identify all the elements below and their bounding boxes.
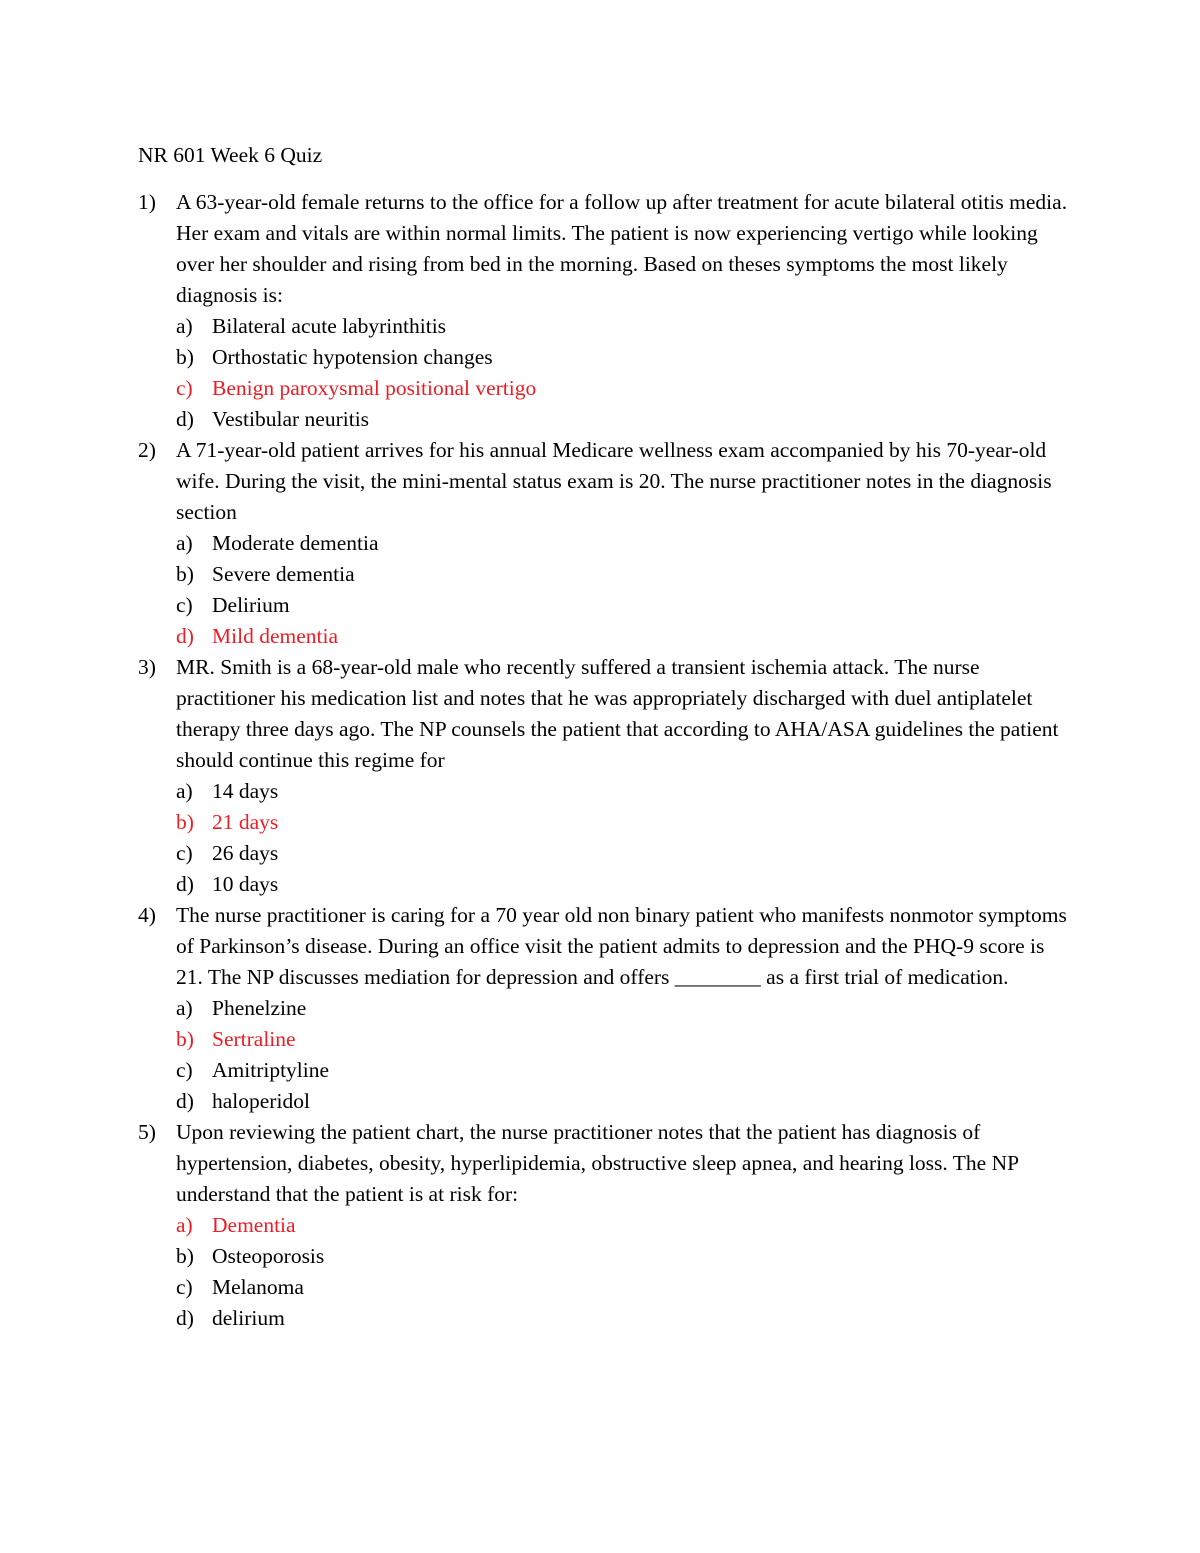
question-5	[138, 1117, 1068, 1334]
answer-option	[176, 1055, 1068, 1086]
answer-option	[176, 776, 1068, 807]
option-letter: a)	[176, 779, 193, 803]
answer-option	[176, 559, 1068, 590]
answer-option	[176, 373, 1068, 404]
option-text: Orthostatic hypotension changes	[212, 345, 493, 369]
option-text: Mild dementia	[212, 624, 338, 648]
answer-options	[176, 1210, 1068, 1334]
option-text: haloperidol	[212, 1089, 310, 1113]
option-text: Severe dementia	[212, 562, 355, 586]
option-letter: a)	[176, 1213, 193, 1237]
answer-option	[176, 1241, 1068, 1272]
option-letter: a)	[176, 314, 193, 338]
option-letter: b)	[176, 345, 194, 369]
option-text: Dementia	[212, 1213, 296, 1237]
answer-option	[176, 807, 1068, 838]
option-letter: b)	[176, 1027, 194, 1051]
option-text: Amitriptyline	[212, 1058, 330, 1082]
option-text: Moderate dementia	[212, 531, 379, 555]
option-text: delirium	[212, 1306, 285, 1330]
answer-option	[176, 404, 1068, 435]
question-number: 2)	[138, 438, 156, 462]
answer-options	[176, 311, 1068, 435]
question-number: 1)	[138, 190, 156, 214]
option-letter: d)	[176, 1089, 194, 1113]
option-letter: b)	[176, 1244, 194, 1268]
question-text: The nurse practitioner is caring for a 70 year old non binary patient who manifests nonmotor symptoms of Parkinson’s disease. During an office visit the patient admits to depression and the PHQ-9 score is 21. The NP discusses mediation for depression and offers ________ as a first trial of medication.	[176, 903, 1067, 989]
option-text: 21 days	[212, 810, 279, 834]
answer-option	[176, 838, 1068, 869]
question-3	[138, 652, 1068, 900]
option-letter: d)	[176, 872, 194, 896]
answer-option	[176, 869, 1068, 900]
answer-options	[176, 528, 1068, 652]
answer-option	[176, 621, 1068, 652]
option-letter: d)	[176, 624, 194, 648]
option-text: Phenelzine	[212, 996, 307, 1020]
option-text: Sertraline	[212, 1027, 296, 1051]
option-letter: c)	[176, 593, 193, 617]
option-letter: c)	[176, 1058, 193, 1082]
option-text: Benign paroxysmal positional vertigo	[212, 376, 537, 400]
answer-option	[176, 1272, 1068, 1303]
option-text: Bilateral acute labyrinthitis	[212, 314, 447, 338]
option-text: Delirium	[212, 593, 290, 617]
question-number: 3)	[138, 655, 156, 679]
question-text: A 71-year-old patient arrives for his annual Medicare wellness exam accompanied by his 70-year-old wife. During the visit, the mini-mental status exam is 20. The nurse practitioner notes in the diagnosis section	[176, 438, 1052, 524]
answer-option	[176, 590, 1068, 621]
option-text: 10 days	[212, 872, 279, 896]
question-number: 4)	[138, 903, 156, 927]
answer-options	[176, 776, 1068, 900]
document-title: NR 601 Week 6 Quiz	[138, 143, 323, 167]
answer-option	[176, 1303, 1068, 1334]
answer-option	[176, 1210, 1068, 1241]
question-text: MR. Smith is a 68-year-old male who recently suffered a transient ischemia attack. The nurse practitioner his medication list and notes that he was appropriately discharged with duel antiplatelet therapy three days ago. The NP counsels the patient that according to AHA/ASA guidelines the patient should continue this regime for	[176, 655, 1059, 772]
question-text: Upon reviewing the patient chart, the nurse practitioner notes that the patient has diagnosis of hypertension, diabetes, obesity, hyperlipidemia, obstructive sleep apnea, and hearing loss. The NP understand that the patient is at risk for:	[176, 1120, 1019, 1206]
option-text: Osteoporosis	[212, 1244, 325, 1268]
option-letter: c)	[176, 841, 193, 865]
answer-option	[176, 1086, 1068, 1117]
answer-option	[176, 1024, 1068, 1055]
question-1	[138, 187, 1068, 435]
answer-option	[176, 342, 1068, 373]
option-text: 26 days	[212, 841, 279, 865]
option-text: 14 days	[212, 779, 279, 803]
answer-option	[176, 311, 1068, 342]
question-4	[138, 900, 1068, 1117]
answer-options	[176, 993, 1068, 1117]
option-letter: d)	[176, 1306, 194, 1330]
answer-option	[176, 993, 1068, 1024]
document-body	[138, 140, 1068, 1334]
option-letter: a)	[176, 531, 193, 555]
option-letter: b)	[176, 562, 194, 586]
question-text: A 63-year-old female returns to the office for a follow up after treatment for acute bilateral otitis media. Her exam and vitals are within normal limits. The patient is now experiencing vertigo while looking over her shoulder and rising from bed in the morning. Based on theses symptoms the most likely diagnosis is:	[176, 190, 1068, 307]
question-2	[138, 435, 1068, 652]
option-letter: a)	[176, 996, 193, 1020]
option-letter: b)	[176, 810, 194, 834]
option-letter: c)	[176, 1275, 193, 1299]
question-number: 5)	[138, 1120, 156, 1144]
option-text: Melanoma	[212, 1275, 304, 1299]
option-letter: c)	[176, 376, 193, 400]
option-letter: d)	[176, 407, 194, 431]
option-text: Vestibular neuritis	[212, 407, 370, 431]
answer-option	[176, 528, 1068, 559]
